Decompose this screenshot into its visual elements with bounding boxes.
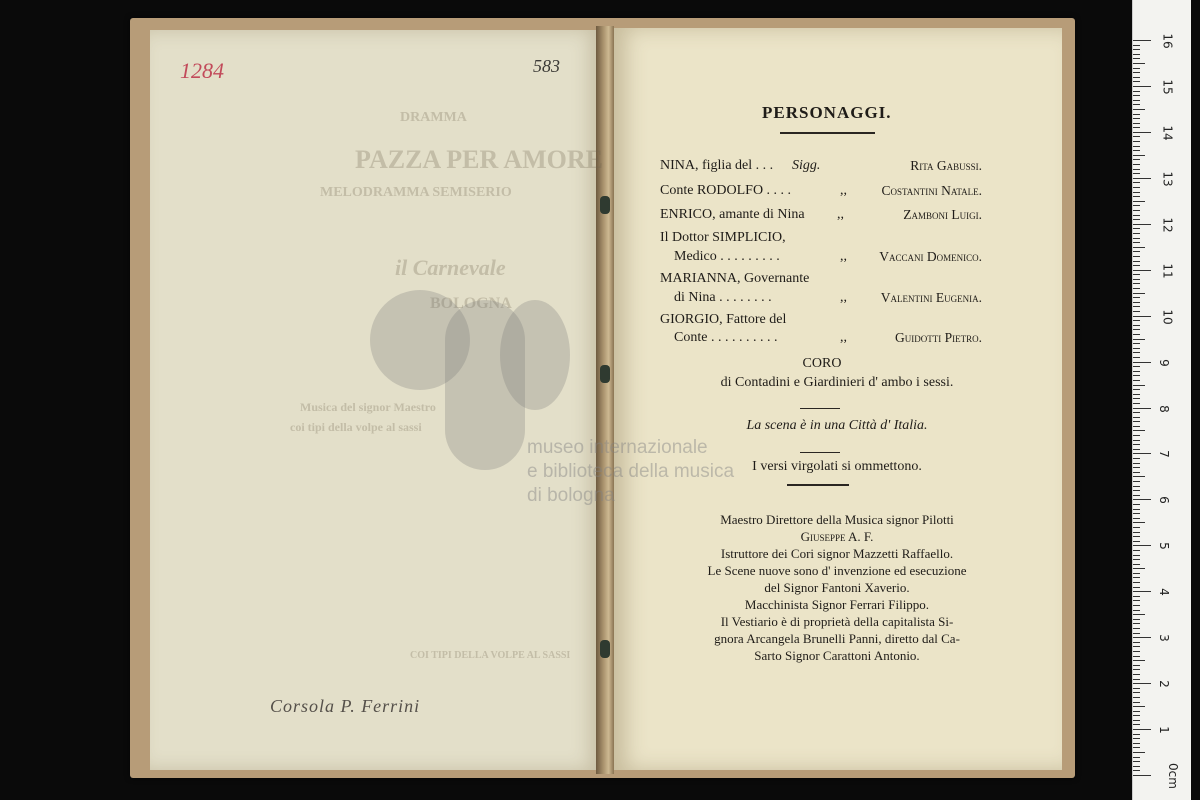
ruler-tick (1133, 605, 1140, 606)
watermark-text: museo internazionale (527, 437, 708, 458)
ruler-tick (1133, 633, 1140, 634)
catalog-number: 1284 (180, 58, 224, 83)
bleed-text: coi tipi della volpe al sassi (290, 420, 422, 434)
ruler-tick (1133, 297, 1140, 298)
ruler-tick (1133, 228, 1140, 229)
cast-prefix: ,, (837, 207, 844, 222)
bleed-text: COI TIPI DELLA VOLPE AL SASSI (410, 650, 571, 661)
ruler-tick (1133, 192, 1140, 193)
ruler-tick (1133, 311, 1140, 312)
ruler-tick (1133, 738, 1140, 739)
ruler-tick (1133, 164, 1140, 165)
ruler-tick (1133, 430, 1145, 431)
ruler-tick (1133, 270, 1151, 271)
ruler-tick (1133, 440, 1140, 441)
ruler-tick (1133, 251, 1140, 252)
ruler-tick (1133, 582, 1140, 583)
ruler-tick (1133, 706, 1145, 707)
ruler-label: 4 (1156, 588, 1171, 597)
ruler-tick (1133, 127, 1140, 128)
ruler-tick (1133, 380, 1140, 381)
ruler-tick (1133, 362, 1151, 363)
ruler-tick (1133, 334, 1140, 335)
ruler-tick (1133, 495, 1140, 496)
cast-prefix: ,, (840, 249, 847, 264)
ruler-tick (1133, 559, 1140, 560)
ruler-tick (1133, 339, 1145, 340)
ruler-tick (1133, 357, 1140, 358)
cast-role: Il Dottor SIMPLICIO, (660, 230, 786, 245)
ruler-tick (1133, 403, 1140, 404)
ruler-label: 16 (1160, 33, 1175, 49)
ruler-tick (1133, 224, 1151, 225)
ruler-tick (1133, 325, 1140, 326)
ruler-tick (1133, 329, 1140, 330)
ruler-label: 7 (1156, 450, 1171, 459)
ruler-tick (1133, 265, 1140, 266)
ruler-tick (1133, 688, 1140, 689)
ruler-tick (1133, 366, 1140, 367)
bleed-text: BOLOGNA (430, 295, 512, 312)
ruler-tick (1133, 274, 1140, 275)
ruler-tick (1133, 77, 1140, 78)
ruler-tick (1133, 734, 1140, 735)
ruler-tick (1133, 463, 1140, 464)
ruler-tick (1133, 352, 1140, 353)
ruler-tick (1133, 201, 1145, 202)
ruler-tick (1133, 412, 1140, 413)
ruler-tick (1133, 444, 1140, 445)
binding-stitch (600, 196, 610, 214)
page-number: 583 (533, 56, 560, 76)
bleed-text: il Carnevale (395, 255, 506, 280)
ruler-tick (1133, 587, 1140, 588)
ruler-tick (1133, 770, 1140, 771)
bleed-text: MELODRAMMA SEMISERIO (320, 185, 512, 200)
ruler-tick (1133, 651, 1140, 652)
ruler-tick (1133, 68, 1140, 69)
ruler-tick (1133, 458, 1140, 459)
ruler-tick (1133, 293, 1145, 294)
ruler-tick (1133, 692, 1140, 693)
ruler-label: 3 (1156, 634, 1171, 643)
ruler-tick (1133, 256, 1140, 257)
ruler-tick (1133, 573, 1140, 574)
ruler-tick (1133, 467, 1140, 468)
ruler-tick (1133, 499, 1151, 500)
ruler-tick (1133, 743, 1140, 744)
ruler-tick (1133, 40, 1151, 41)
ruler-tick (1133, 49, 1140, 50)
ruler-tick (1133, 320, 1140, 321)
cast-role: Conte . . . . . . . . . . (674, 330, 778, 345)
credit-line: Giuseppe A. F. (800, 529, 874, 544)
cast-role: NINA, figlia del . . . (660, 158, 774, 173)
ruler-tick (1133, 426, 1140, 427)
coro-title: CORO (802, 356, 842, 371)
ruler-tick (1133, 45, 1140, 46)
ruler-tick (1133, 518, 1140, 519)
ruler-tick (1133, 674, 1140, 675)
ruler-tick (1133, 58, 1140, 59)
ruler-tick (1133, 646, 1140, 647)
ruler-label: 6 (1156, 496, 1171, 505)
ruler-label: 5 (1156, 542, 1171, 551)
ruler-label: 9 (1156, 358, 1171, 367)
owner-signature: Corsola P. Ferrini (270, 696, 421, 716)
ruler-tick (1133, 81, 1140, 82)
ruler-tick (1133, 614, 1145, 615)
ruler-tick (1133, 375, 1140, 376)
ruler-tick (1133, 408, 1151, 409)
ruler-tick (1133, 555, 1140, 556)
ruler-tick (1133, 136, 1140, 137)
ruler-tick (1133, 95, 1140, 96)
ruler-tick (1133, 141, 1140, 142)
ruler-tick (1133, 371, 1140, 372)
ruler-tick (1133, 564, 1140, 565)
ruler-tick (1133, 679, 1140, 680)
ruler-tick (1133, 610, 1140, 611)
ruler-tick (1133, 697, 1140, 698)
divider (800, 452, 840, 453)
ruler-tick (1133, 72, 1140, 73)
ruler-tick (1133, 109, 1145, 110)
watermark-text: di bologna (527, 485, 615, 506)
ruler-tick (1133, 91, 1140, 92)
ruler-tick (1133, 215, 1140, 216)
ruler-tick (1133, 242, 1140, 243)
coro-description: di Contadini e Giardinieri d' ambo i sessi. (720, 375, 954, 390)
ruler-tick (1133, 238, 1140, 239)
ruler-tick (1133, 747, 1140, 748)
ruler-tick (1133, 711, 1140, 712)
watermark-logo (500, 300, 570, 410)
divider (800, 408, 840, 409)
ruler-tick (1133, 114, 1140, 115)
cast-actor: Guidotti Pietro. (895, 330, 982, 345)
ruler-tick (1133, 775, 1151, 776)
ruler-tick (1133, 63, 1145, 64)
ruler-tick (1133, 233, 1140, 234)
ruler-tick (1133, 343, 1140, 344)
ruler-tick (1133, 509, 1140, 510)
ruler-tick (1133, 283, 1140, 284)
ruler-tick (1133, 568, 1145, 569)
ruler-tick (1133, 123, 1140, 124)
ruler-tick (1133, 453, 1151, 454)
ruler-tick (1133, 591, 1151, 592)
ruler-label: 15 (1160, 79, 1175, 95)
ruler-tick (1133, 247, 1145, 248)
ruler-tick (1133, 100, 1140, 101)
ruler-label: 13 (1160, 171, 1175, 187)
ruler-tick (1133, 600, 1140, 601)
ruler-tick (1133, 435, 1140, 436)
ruler-tick (1133, 660, 1145, 661)
ruler-tick (1133, 173, 1140, 174)
ruler-tick (1133, 150, 1140, 151)
ruler-tick (1133, 656, 1140, 657)
ruler-tick (1133, 628, 1140, 629)
bleed-text: DRAMMA (400, 110, 467, 125)
ruler-tick (1133, 279, 1140, 280)
ruler-label: 0cm (1165, 763, 1180, 789)
credit-line: gnora Arcangela Brunelli Panni, diretto dal Ca- (714, 631, 960, 646)
ruler-tick (1133, 210, 1140, 211)
ruler-tick (1133, 182, 1140, 183)
ruler-tick (1133, 132, 1151, 133)
scene-note: La scena è in una Città d' Italia. (746, 418, 928, 433)
cast-role: GIORGIO, Fattore del (660, 312, 787, 327)
ruler-label: 14 (1160, 125, 1175, 141)
ruler-tick (1133, 385, 1145, 386)
cast-role: Conte RODOLFO . . . . (660, 183, 792, 198)
ruler-tick (1133, 541, 1140, 542)
ruler-tick (1133, 178, 1151, 179)
credit-line: Istruttore dei Cori signor Mazzetti Raffaello. (720, 546, 954, 561)
ruler-tick (1133, 449, 1140, 450)
ruler-tick (1133, 398, 1140, 399)
ruler-tick (1133, 205, 1140, 206)
ruler-tick (1133, 394, 1140, 395)
ruler-tick (1133, 159, 1140, 160)
ruler-tick (1133, 486, 1140, 487)
ruler-tick (1133, 316, 1151, 317)
ruler-tick (1133, 389, 1140, 390)
cast-actor: Costantini Natale. (881, 183, 982, 198)
ruler-tick (1133, 522, 1145, 523)
ruler-tick (1133, 302, 1140, 303)
credit-line: Il Vestiario è di proprietà della capitalista Si- (720, 614, 954, 629)
ruler-tick (1133, 720, 1140, 721)
ruler-tick (1133, 527, 1140, 528)
cast-role: ENRICO, amante di Nina (660, 207, 805, 222)
ruler-tick (1133, 104, 1140, 105)
ruler-label: 8 (1156, 404, 1171, 413)
ruler-label: 10 (1160, 308, 1175, 325)
ruler-tick (1133, 481, 1140, 482)
ruler-tick (1133, 550, 1140, 551)
ruler-tick (1133, 417, 1140, 418)
ruler-tick (1133, 306, 1140, 307)
credit-line: Maestro Direttore della Musica signor Pilotti (720, 512, 954, 527)
ruler-tick (1133, 532, 1140, 533)
ruler-tick (1133, 490, 1140, 491)
ruler-tick (1133, 472, 1140, 473)
cast-page (612, 28, 1062, 770)
ruler-tick (1133, 766, 1140, 767)
cast-actor: Zamboni Luigi. (903, 207, 982, 222)
credit-line: del Signor Fantoni Xaverio. (764, 580, 910, 595)
ruler-label: 11 (1160, 263, 1175, 279)
ruler-tick (1133, 504, 1140, 505)
ruler-tick (1133, 683, 1151, 684)
page-title: PERSONAGGI. (762, 103, 892, 122)
credit-line: Le Scene nuove sono d' invenzione ed esecuzione (707, 563, 967, 578)
cast-prefix: ,, (840, 330, 847, 345)
ruler-tick (1133, 86, 1151, 87)
ruler-tick (1133, 752, 1145, 753)
ruler-tick (1133, 665, 1140, 666)
cast-actor: Valentini Eugenia. (880, 290, 982, 305)
ruler-tick (1133, 702, 1140, 703)
ruler-label: 12 (1160, 217, 1175, 233)
ruler-tick (1133, 536, 1140, 537)
credit-line: Macchinista Signor Ferrari Filippo. (744, 597, 930, 612)
divider (780, 132, 875, 134)
ruler-tick (1133, 155, 1145, 156)
cast-prefix: ,, (840, 183, 847, 198)
ruler-tick (1133, 761, 1140, 762)
cast-actor: Vaccani Domenico. (879, 249, 982, 264)
cast-role: di Nina . . . . . . . . (674, 290, 772, 305)
cast-role: Medico . . . . . . . . . (674, 249, 780, 264)
ruler-tick (1133, 288, 1140, 289)
cast-prefix: ,, (840, 290, 847, 305)
ruler-tick (1133, 669, 1140, 670)
cast-actor: Rita Gabussi. (910, 158, 982, 173)
ruler-tick (1133, 577, 1140, 578)
ruler-tick (1133, 724, 1140, 725)
cast-prefix: Sigg. (792, 158, 821, 173)
divider (787, 484, 849, 486)
ruler-label: 1 (1156, 726, 1171, 734)
bleed-text: Musica del signor Maestro (300, 400, 436, 414)
ruler-tick (1133, 261, 1140, 262)
credit-line: Sarto Signor Carattoni Antonio. (754, 648, 920, 663)
ruler-tick (1133, 348, 1140, 349)
ruler-tick (1133, 169, 1140, 170)
ruler-tick (1133, 642, 1140, 643)
ruler-tick (1133, 118, 1140, 119)
verse-note: I versi virgolati si ommettono. (752, 459, 922, 474)
cast-role: MARIANNA, Governante (660, 271, 810, 286)
ruler-tick (1133, 637, 1151, 638)
ruler-tick (1133, 619, 1140, 620)
ruler-tick (1133, 757, 1140, 758)
ruler-tick (1133, 146, 1140, 147)
ruler-tick (1133, 54, 1140, 55)
ruler-tick (1133, 545, 1151, 546)
ruler-tick (1133, 715, 1140, 716)
ruler-label: 2 (1156, 680, 1171, 688)
ruler-tick (1133, 196, 1140, 197)
ruler-tick (1133, 476, 1145, 477)
bleed-text: PAZZA PER AMORE (355, 145, 603, 174)
ruler-tick (1133, 623, 1140, 624)
ruler-tick (1133, 187, 1140, 188)
binding-stitch (600, 640, 610, 658)
ruler-tick (1133, 219, 1140, 220)
ruler-tick (1133, 596, 1140, 597)
ruler-tick (1133, 513, 1140, 514)
watermark-text: e biblioteca della musica (527, 461, 735, 482)
ruler-tick (1133, 421, 1140, 422)
ruler-tick (1133, 729, 1151, 730)
